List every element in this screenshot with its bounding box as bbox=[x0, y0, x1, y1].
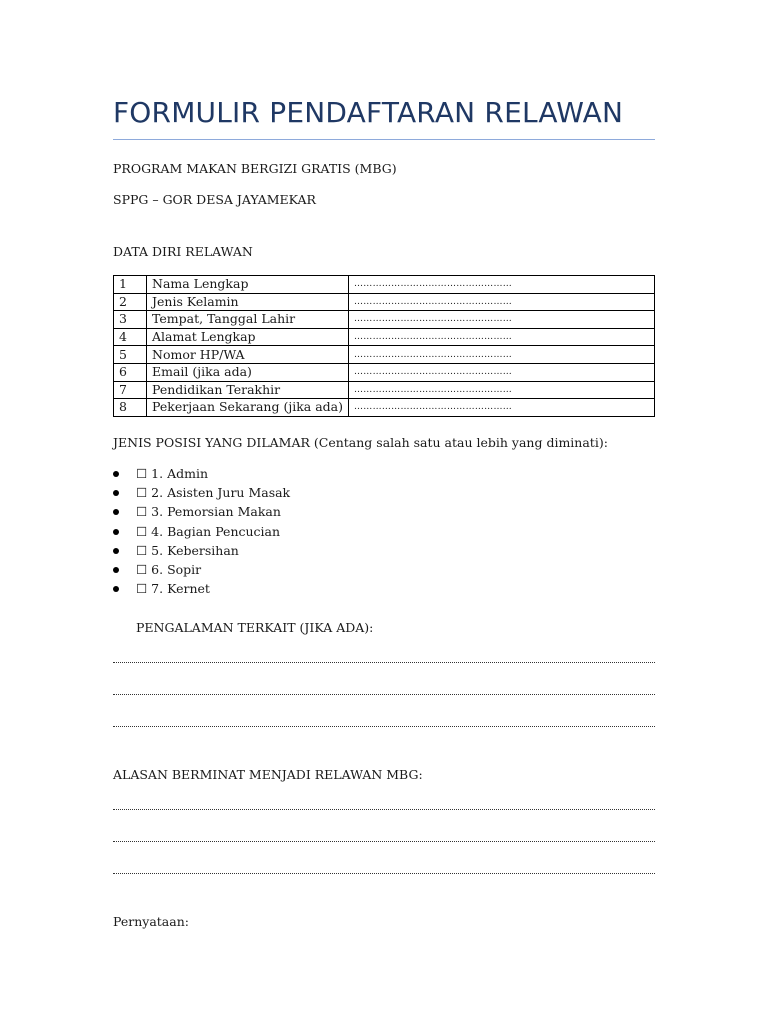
row-number: 3 bbox=[114, 311, 147, 329]
table-row bbox=[114, 363, 655, 381]
position-option[interactable] bbox=[113, 502, 290, 521]
position-label: ☐ 5. Kebersihan bbox=[136, 542, 239, 558]
row-label: Email (jika ada) bbox=[147, 363, 349, 381]
row-label: Alamat Lengkap bbox=[147, 328, 349, 346]
position-label: ☐ 6. Sopir bbox=[136, 561, 202, 577]
reason-line-2[interactable] bbox=[113, 841, 655, 842]
program-name: PROGRAM MAKAN BERGIZI GRATIS (MBG) bbox=[113, 161, 397, 176]
bullet-icon bbox=[113, 529, 119, 535]
bullet-icon bbox=[113, 509, 119, 515]
position-option[interactable] bbox=[113, 483, 290, 502]
bullet-icon bbox=[113, 548, 119, 554]
row-number: 5 bbox=[114, 346, 147, 364]
table-row bbox=[114, 311, 655, 329]
position-label: ☐ 2. Asisten Juru Masak bbox=[136, 485, 291, 501]
position-label: ☐ 4. Bagian Pencucian bbox=[136, 523, 281, 539]
position-option[interactable] bbox=[113, 522, 290, 541]
row-label: Pendidikan Terakhir bbox=[147, 381, 349, 399]
table-row bbox=[114, 328, 655, 346]
row-label: Pekerjaan Sekarang (jika ada) bbox=[147, 399, 349, 417]
row-value-field[interactable]: …………………………………………… bbox=[348, 346, 654, 364]
location-name: SPPG – GOR DESA JAYAMEKAR bbox=[113, 192, 316, 207]
position-option[interactable] bbox=[113, 541, 290, 560]
row-number: 8 bbox=[114, 399, 147, 417]
row-number: 1 bbox=[114, 276, 147, 294]
row-value-field[interactable]: …………………………………………… bbox=[348, 311, 654, 329]
personal-data-table bbox=[113, 275, 655, 417]
table-row bbox=[114, 346, 655, 364]
position-label: ☐ 3. Pemorsian Makan bbox=[136, 504, 281, 520]
bullet-icon bbox=[113, 586, 119, 592]
reason-line-1[interactable] bbox=[113, 809, 655, 810]
table-row bbox=[114, 276, 655, 294]
positions-heading: JENIS POSISI YANG DILAMAR (Centang salah satu atau lebih yang diminati): bbox=[113, 435, 608, 450]
bullet-icon bbox=[113, 567, 119, 573]
row-value-field[interactable]: …………………………………………… bbox=[348, 381, 654, 399]
row-value-field[interactable]: …………………………………………… bbox=[348, 276, 654, 294]
row-label: Tempat, Tanggal Lahir bbox=[147, 311, 349, 329]
table-row bbox=[114, 293, 655, 311]
position-label: ☐ 7. Kernet bbox=[136, 581, 210, 597]
row-number: 2 bbox=[114, 293, 147, 311]
positions-list bbox=[113, 464, 290, 598]
row-value-field[interactable]: …………………………………………… bbox=[348, 293, 654, 311]
row-number: 7 bbox=[114, 381, 147, 399]
bullet-icon bbox=[113, 490, 119, 496]
row-number: 4 bbox=[114, 328, 147, 346]
row-label: Jenis Kelamin bbox=[147, 293, 349, 311]
title-underline bbox=[113, 139, 655, 140]
reason-heading: ALASAN BERMINAT MENJADI RELAWAN MBG: bbox=[113, 767, 423, 782]
row-value-field[interactable]: …………………………………………… bbox=[348, 399, 654, 417]
section-heading-data-diri: DATA DIRI RELAWAN bbox=[113, 244, 253, 259]
table-row bbox=[114, 381, 655, 399]
experience-line-2[interactable] bbox=[113, 694, 655, 695]
position-option[interactable] bbox=[113, 579, 290, 598]
position-option[interactable] bbox=[113, 464, 290, 483]
table-row bbox=[114, 399, 655, 417]
row-number: 6 bbox=[114, 363, 147, 381]
row-label: Nomor HP/WA bbox=[147, 346, 349, 364]
experience-heading: PENGALAMAN TERKAIT (JIKA ADA): bbox=[136, 620, 374, 635]
position-label: ☐ 1. Admin bbox=[136, 466, 209, 481]
form-title: FORMULIR PENDAFTARAN RELAWAN bbox=[113, 96, 624, 129]
statement-heading: Pernyataan: bbox=[113, 914, 189, 929]
bullet-icon bbox=[113, 471, 119, 477]
row-value-field[interactable]: …………………………………………… bbox=[348, 363, 654, 381]
experience-line-3[interactable] bbox=[113, 726, 655, 727]
reason-line-3[interactable] bbox=[113, 873, 655, 874]
row-label: Nama Lengkap bbox=[147, 276, 349, 294]
row-value-field[interactable]: …………………………………………… bbox=[348, 328, 654, 346]
experience-line-1[interactable] bbox=[113, 662, 655, 663]
position-option[interactable] bbox=[113, 560, 290, 579]
